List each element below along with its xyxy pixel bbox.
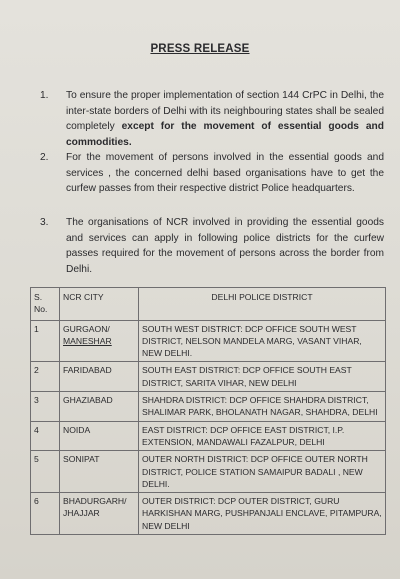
- cell-district: SOUTH WEST DISTRICT: DCP OFFICE SOUTH WEST DISTRICT, NELSON MANDELA MARG, VASANT VIHAR, NEW DELHI.: [139, 320, 386, 362]
- city-line2: MANESHAR: [63, 335, 112, 346]
- cell-city: [60, 320, 139, 362]
- header-police-district: DELHI POLICE DISTRICT: [139, 288, 386, 321]
- police-district-table: [30, 287, 386, 535]
- paragraph-text: For the movement of persons involved in the essential goods and services , the concerned delhi based organisations have to get the curfew passes from their respective district Police headquarters.: [66, 152, 384, 195]
- header-sno-line2: No.: [34, 304, 48, 315]
- cell-city: NOIDA: [60, 421, 139, 451]
- paragraph-text-normal: To ensure the proper implementation of section 144 CrPC in Delhi, the inter-state borders of Delhi with its neighbouring states shall be sealed completely: [66, 90, 384, 133]
- cell-city: FARIDABAD: [60, 362, 139, 392]
- city-line1: GURGAON/: [63, 323, 110, 334]
- cell-district: EAST DISTRICT: DCP OFFICE EAST DISTRICT, I.P. EXTENSION, MANDAWALI FAZALPUR, DELHI: [139, 421, 386, 451]
- city-line1: BHADURGARH/: [63, 496, 127, 507]
- table-row: [31, 320, 386, 362]
- table-row: [31, 362, 386, 392]
- table-row: [31, 451, 386, 493]
- cell-sno: 1: [31, 320, 60, 362]
- cell-district: SHAHDRA DISTRICT: DCP OFFICE SHAHDRA DISTRICT, SHALIMAR PARK, BHOLANATH NAGAR, SHAHDRA, DELHI: [139, 392, 386, 422]
- page-title: PRESS RELEASE: [150, 43, 250, 55]
- header-sno-line1: S.: [34, 292, 43, 302]
- header-ncr-city: NCR CITY: [60, 288, 139, 321]
- table-header-row: [31, 288, 386, 321]
- paragraph-text: The organisations of NCR involved in providing the essential goods and services can apply in following police districts for the curfew passes required for the movement of persons across the border from Delhi.: [66, 217, 384, 275]
- cell-city: SONIPAT: [60, 451, 139, 493]
- paragraph-number: 2.: [40, 152, 49, 163]
- cell-district: SOUTH EAST DISTRICT: DCP OFFICE SOUTH EAST DISTRICT, SARITA VIHAR, NEW DELHI: [139, 362, 386, 392]
- table-row: [31, 421, 386, 451]
- cell-sno: 2: [31, 362, 60, 392]
- cell-city: [60, 493, 139, 535]
- paragraph-number: 3.: [40, 217, 49, 228]
- paragraph-number: 1.: [40, 90, 49, 101]
- cell-city: GHAZIABAD: [60, 392, 139, 422]
- paragraph-text: [66, 88, 384, 150]
- cell-sno: 4: [31, 421, 60, 451]
- city-line2: JHAJJAR: [63, 508, 100, 519]
- paragraph-text-bold: except for the movement of essential goods and commodities: [66, 121, 384, 148]
- cell-district: OUTER DISTRICT: DCP OUTER DISTRICT, GURU HARKISHAN MARG, PUSHPANJALI ENCLAVE, PITAMPURA, NEW DELHI: [139, 493, 386, 535]
- table-row: [31, 392, 386, 422]
- cell-sno: 5: [31, 451, 60, 493]
- table-row: [31, 493, 386, 535]
- cell-district: OUTER NORTH DISTRICT: DCP OFFICE OUTER NORTH DISTRICT, POLICE STATION SAMAIPUR BADALI , NEW DELHI.: [139, 451, 386, 493]
- paragraph-text-end: .: [128, 136, 132, 148]
- cell-sno: 3: [31, 392, 60, 422]
- header-sno: [31, 288, 60, 321]
- cell-sno: 6: [31, 493, 60, 535]
